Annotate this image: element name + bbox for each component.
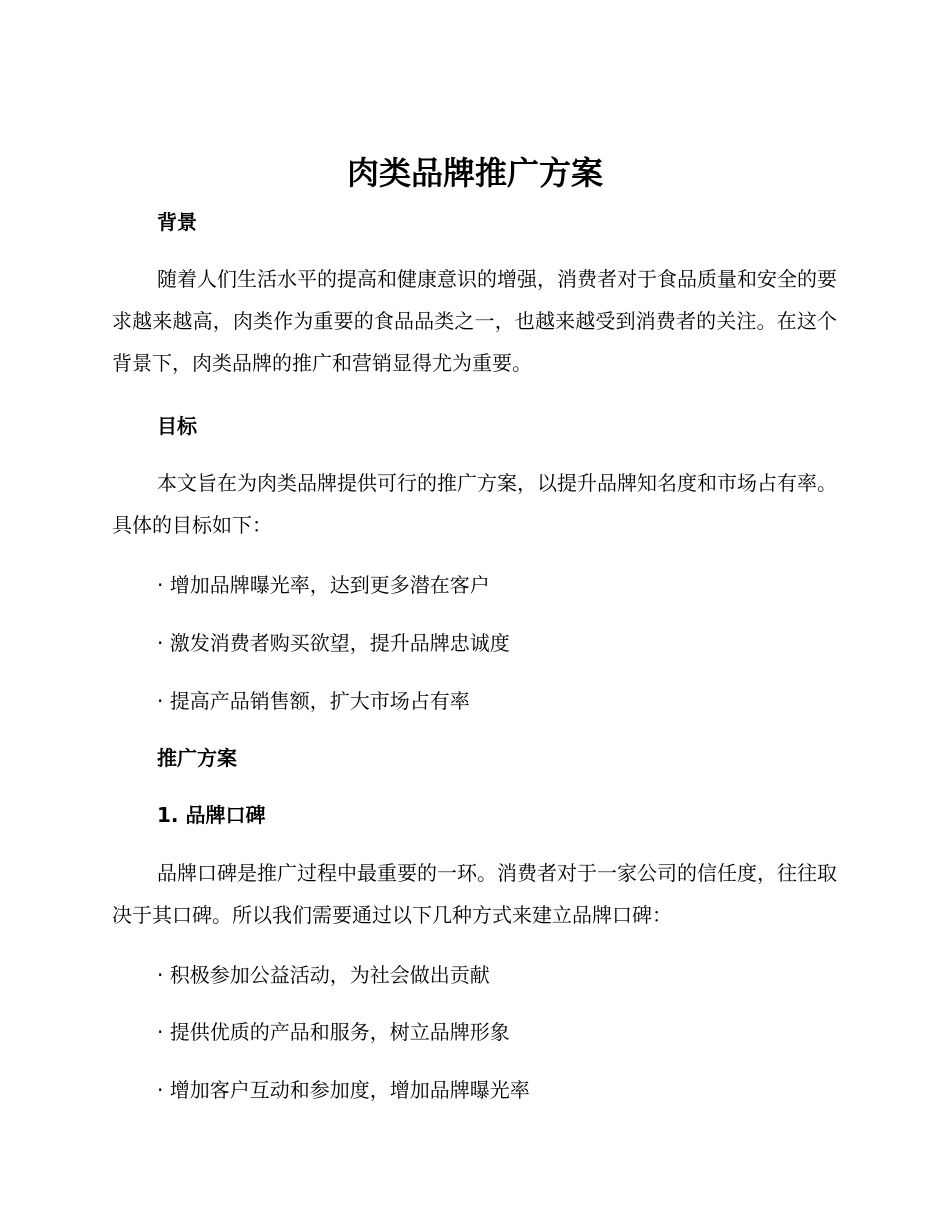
background-paragraph: 随着人们生活水平的提高和健康意识的增强，消费者对于食品质量和安全的要求越来越高，肉类作为重要的食品品类之一，也越来越受到消费者的关注。在这个背景下，肉类品牌的推广和营销显得尤为重要。 [112, 267, 837, 375]
goal-bullet-item: · 提高产品销售额，扩大市场占有率 [157, 689, 470, 713]
brand-reputation-paragraph: 品牌口碑是推广过程中最重要的一环。消费者对于一家公司的信任度，往往取决于其口碑。所以我们需要通过以下几种方式来建立品牌口碑： [112, 861, 837, 927]
reputation-bullet-item: · 增加客户互动和参加度，增加品牌曝光率 [157, 1078, 530, 1102]
document-title: 肉类品牌推广方案 [346, 154, 603, 192]
reputation-bullet-item: · 积极参加公益活动，为社会做出贡献 [157, 963, 490, 987]
goal-bullet-item: · 激发消费者购买欲望，提升品牌忠诚度 [157, 631, 510, 655]
goals-paragraph: 本文旨在为肉类品牌提供可行的推广方案，以提升品牌知名度和市场占有率。具体的目标如下： [112, 471, 837, 537]
goal-bullet-item: · 增加品牌曝光率，达到更多潜在客户 [157, 573, 490, 597]
section-heading-background: 背景 [157, 210, 197, 234]
section-heading-goals: 目标 [157, 414, 197, 438]
reputation-bullet-item: · 提供优质的产品和服务，树立品牌形象 [157, 1020, 510, 1044]
section-heading-plan: 推广方案 [157, 746, 237, 770]
subsection-heading-brand-reputation: 1. 品牌口碑 [157, 803, 266, 827]
